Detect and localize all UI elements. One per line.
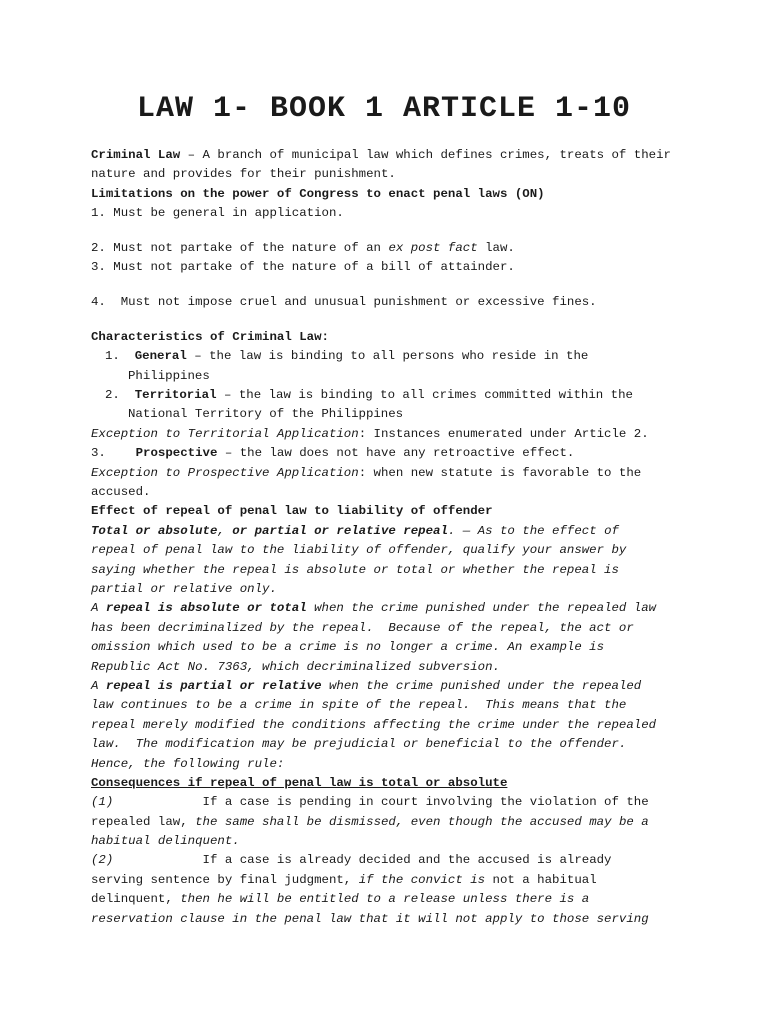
limitations-heading: Limitations on the power of Congress to enact penal laws (ON) — [91, 186, 545, 201]
repeal-p3-line2: law continues to be a crime in spite of the repeal. This means that the — [91, 698, 627, 713]
consequence-2-line1: (2) If a case is already decided and the accused is already — [91, 853, 612, 868]
criminal-law-def-line2: nature and provides for their punishment. — [91, 167, 396, 182]
prospective-exception-cont: accused. — [91, 485, 151, 500]
document-body — [91, 146, 691, 929]
consequence-1-line3: habitual delinquent. — [91, 834, 240, 849]
prospective-exception-label: Exception to Prospective Application — [91, 465, 359, 480]
characteristic-territorial-cont: National Territory of the Philippines — [128, 407, 404, 422]
repeal-p2-line3: omission which used to be a crime is no longer a crime. An example is — [91, 640, 605, 655]
prospective-exception: Exception to Prospective Application: when new statute is favorable to the — [91, 465, 642, 480]
criminal-law-def1: – A branch of municipal law which defines crimes, treats of their — [180, 148, 671, 162]
repeal-p1-line1: Total or absolute, or partial or relative repeal. — As to the effect of — [91, 523, 619, 538]
limitation-item-4: 4. Must not impose cruel and unusual punishment or excessive fines. — [91, 295, 597, 310]
limitation-item-2: 2. Must not partake of the nature of an ex post fact law. — [91, 240, 515, 255]
general-term: General — [134, 349, 187, 364]
repeal-p3-line1: A repeal is partial or relative when the crime punished under the repealed — [91, 678, 642, 693]
repeal-heading: Effect of repeal of penal law to liability of offender — [91, 504, 493, 519]
characteristic-general-cont: Philippines — [128, 368, 210, 383]
territorial-term: Territorial — [134, 388, 217, 403]
territorial-exception-label: Exception to Territorial Application — [91, 426, 359, 441]
criminal-law-term: Criminal Law — [91, 148, 181, 162]
characteristic-general: 1. General – the law is binding to all persons who reside in the — [105, 349, 589, 364]
limitation-item-3: 3. Must not partake of the nature of a bill of attainder. — [91, 260, 515, 275]
repeal-p3-line3: repeal merely modified the conditions affecting the crime under the repealed — [91, 717, 657, 732]
characteristic-territorial: 2. Territorial – the law is binding to all crimes committed within the — [105, 388, 633, 403]
partial-repeal-term: repeal is partial or relative — [105, 678, 322, 693]
limitation-item-1: 1. Must be general in application. — [91, 206, 344, 221]
territorial-exception: Exception to Territorial Application: Instances enumerated under Article 2. — [91, 426, 649, 441]
absolute-repeal-term: repeal is absolute or total — [105, 601, 307, 616]
repeal-p2-line1: A repeal is absolute or total when the crime punished under the repealed law — [91, 601, 657, 616]
document-title: LAW 1- BOOK 1 ARTICLE 1-10 — [136, 92, 632, 126]
consequence-1-line1: (1) If a case is pending in court involving the violation of the — [91, 795, 649, 810]
repeal-p3-line4: law. The modification may be prejudicial or beneficial to the offender. — [91, 737, 627, 752]
consequence-2-line3: delinquent, then he will be entitled to a release unless there is a — [91, 892, 590, 907]
characteristics-heading: Characteristics of Criminal Law: — [91, 329, 329, 344]
consequences-heading: Consequences if repeal of penal law is total or absolute — [91, 775, 508, 790]
repeal-p1-line3: saying whether the repeal is absolute or total or whether the repeal is — [91, 562, 619, 577]
repeal-p3-line5: Hence, the following rule: — [91, 756, 285, 771]
consequence-2-line4: reservation clause in the penal law that it will not apply to those serving — [91, 911, 649, 926]
repeal-p1-line2: repeal of penal law to the liability of offender, qualify your answer by — [91, 543, 627, 558]
repeal-p1-line4: partial or relative only. — [91, 581, 277, 596]
characteristic-prospective: 3. Prospective – the law does not have any retroactive effect. — [91, 446, 575, 461]
ex-post-facto-term: ex post fact — [388, 240, 478, 255]
prospective-term: Prospective — [135, 446, 218, 461]
consequence-1-line2: repealed law, the same shall be dismissed, even though the accused may be a — [91, 814, 649, 829]
criminal-law-def-line1 — [91, 146, 691, 165]
repeal-p2-line2: has been decriminalized by the repeal. Because of the repeal, the act or — [91, 620, 634, 635]
consequence-2-line2: serving sentence by final judgment, if the convict is not a habitual — [91, 872, 597, 887]
repeal-p2-line4: Republic Act No. 7363, which decriminalized subversion. — [91, 659, 500, 674]
